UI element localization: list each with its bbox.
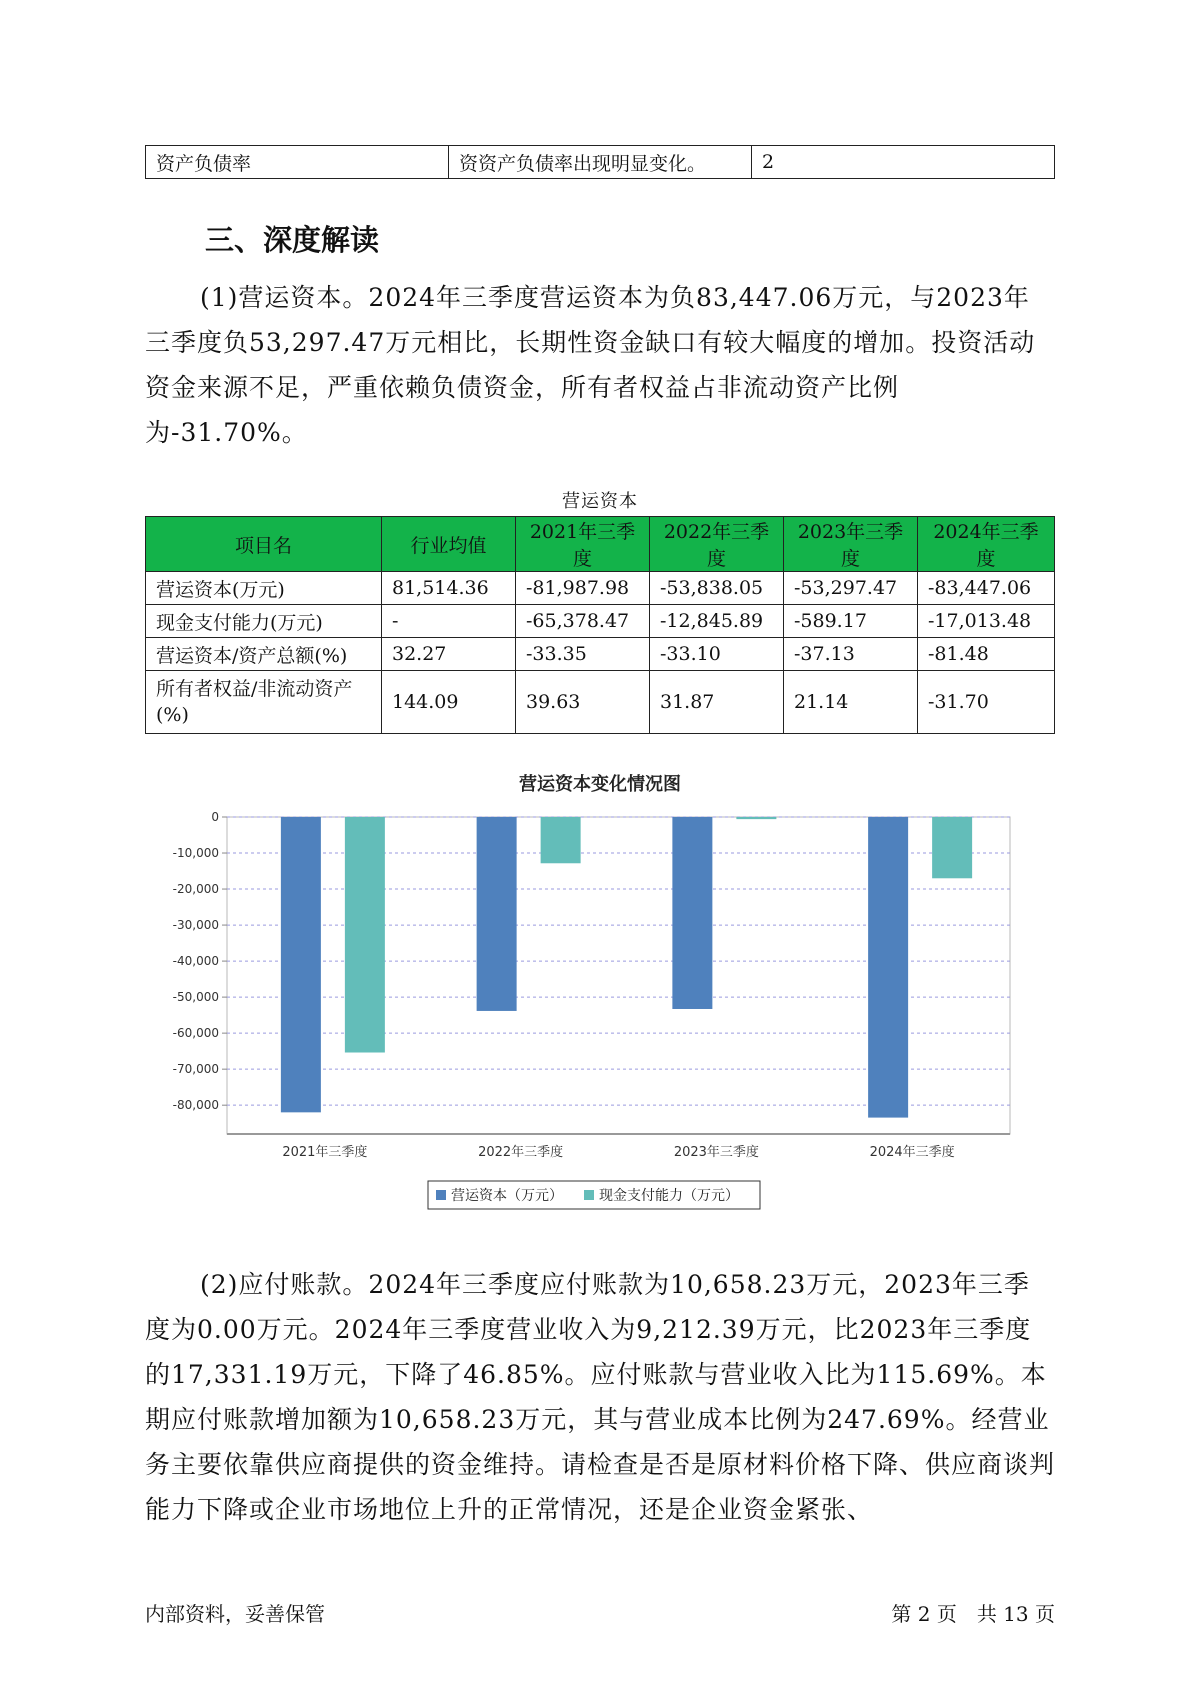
table-row <box>146 572 1055 605</box>
table-cell: - <box>382 605 516 638</box>
table-cell: 现金支付能力(万元) <box>146 605 382 638</box>
table-cell: -53,838.05 <box>650 572 784 605</box>
table-cell: -37.13 <box>784 638 918 671</box>
table-cell: -81.48 <box>918 638 1055 671</box>
working-capital-table <box>145 516 1055 734</box>
table-cell: -83,447.06 <box>918 572 1055 605</box>
table-cell: -589.17 <box>784 605 918 638</box>
section-heading: 三、深度解读 <box>205 223 380 257</box>
table-cell: 81,514.36 <box>382 572 516 605</box>
header-cell: 2022年三季度 <box>650 517 784 572</box>
y-tick-label: -40,000 <box>172 954 219 969</box>
bar <box>868 817 908 1118</box>
table-cell: -53,297.47 <box>784 572 918 605</box>
table-cell: -33.35 <box>516 638 650 671</box>
table-cell: -31.70 <box>918 671 1055 734</box>
y-tick-label: -20,000 <box>172 882 219 897</box>
y-tick-label: -10,000 <box>172 846 219 861</box>
table-cell: 营运资本/资产总额(%) <box>146 638 382 671</box>
chart-title: 营运资本变化情况图 <box>519 774 681 795</box>
y-tick-label: -70,000 <box>172 1062 219 1077</box>
x-tick-label: 2023年三季度 <box>673 1145 759 1160</box>
table-cell: -33.10 <box>650 638 784 671</box>
table-cell: 39.63 <box>516 671 650 734</box>
header-cell: 2024年三季度 <box>918 517 1055 572</box>
paragraph-working-capital <box>145 275 1055 455</box>
bar <box>281 817 321 1112</box>
paragraph-accounts-payable <box>145 1262 1055 1532</box>
y-tick-label: -50,000 <box>172 990 219 1005</box>
bar <box>477 817 517 1011</box>
table-cell: 资资产负债率出现明显变化。 <box>449 146 752 179</box>
table-row <box>146 146 1055 179</box>
table-row <box>146 638 1055 671</box>
table-cell: 资产负债率 <box>146 146 449 179</box>
x-tick-label: 2024年三季度 <box>869 1145 955 1160</box>
paragraph-text: (1)营运资本。2024年三季度营运资本为负83,447.06万元，与2023年三季度负53,297.47万元相比，长期性资金缺口有较大幅度的增加。投资活动资金来源不足，严重依赖负债资金，所有者权益占非流动资产比例为-31.70%。 <box>145 283 1036 447</box>
table-row <box>146 671 1055 734</box>
legend-label: 营运资本（万元） <box>451 1188 563 1204</box>
table-caption: 营运资本 <box>562 491 638 512</box>
table-cell: 所有者权益/非流动资产(%) <box>146 671 382 734</box>
risk-table <box>145 145 1055 179</box>
y-tick-label: -80,000 <box>172 1098 219 1113</box>
bar <box>345 817 385 1053</box>
legend-swatch <box>436 1190 446 1200</box>
header-cell: 2021年三季度 <box>516 517 650 572</box>
table-cell: 21.14 <box>784 671 918 734</box>
y-tick-label: -60,000 <box>172 1026 219 1041</box>
table-row <box>146 605 1055 638</box>
working-capital-chart <box>145 768 1055 1218</box>
x-tick-label: 2021年三季度 <box>282 1145 368 1160</box>
paragraph-text: (2)应付账款。2024年三季度应付账款为10,658.23万元，2023年三季度为0.00万元。2024年三季度营业收入为9,212.39万元，比2023年三季度的17,331.19万元，下降了46.85%。应付账款与营业收入比为115.69%。本期应付账款增加额为10,658.23万元，其与营业成本比例为247.69%。经营业务主要依靠供应商提供的资金维持。请检查是否是原材料价格下降、供应商谈判能力下降或企业市场地位上升的正常情况，还是企业资金紧张、 <box>145 1270 1056 1524</box>
table-cell: 营运资本(万元) <box>146 572 382 605</box>
table-cell: 144.09 <box>382 671 516 734</box>
header-cell: 行业均值 <box>382 517 516 572</box>
x-tick-label: 2022年三季度 <box>478 1145 564 1160</box>
bar <box>672 817 712 1009</box>
footer-confidential: 内部资料，妥善保管 <box>145 1602 325 1626</box>
table-cell: -12,845.89 <box>650 605 784 638</box>
bar <box>541 817 581 863</box>
table-cell: 2 <box>752 146 1055 179</box>
table-cell: -81,987.98 <box>516 572 650 605</box>
bar <box>736 817 776 819</box>
footer-page-number: 第 2 页 共 13 页 <box>891 1602 1055 1626</box>
table-cell: -17,013.48 <box>918 605 1055 638</box>
table-header-row <box>146 517 1055 572</box>
table-cell: -65,378.47 <box>516 605 650 638</box>
table-cell: 32.27 <box>382 638 516 671</box>
y-tick-label: 0 <box>211 810 219 824</box>
header-cell: 项目名 <box>146 517 382 572</box>
y-tick-label: -30,000 <box>172 918 219 933</box>
bar <box>932 817 972 878</box>
legend-label: 现金支付能力（万元） <box>599 1188 739 1204</box>
legend-swatch <box>584 1190 594 1200</box>
header-cell: 2023年三季度 <box>784 517 918 572</box>
table-cell: 31.87 <box>650 671 784 734</box>
